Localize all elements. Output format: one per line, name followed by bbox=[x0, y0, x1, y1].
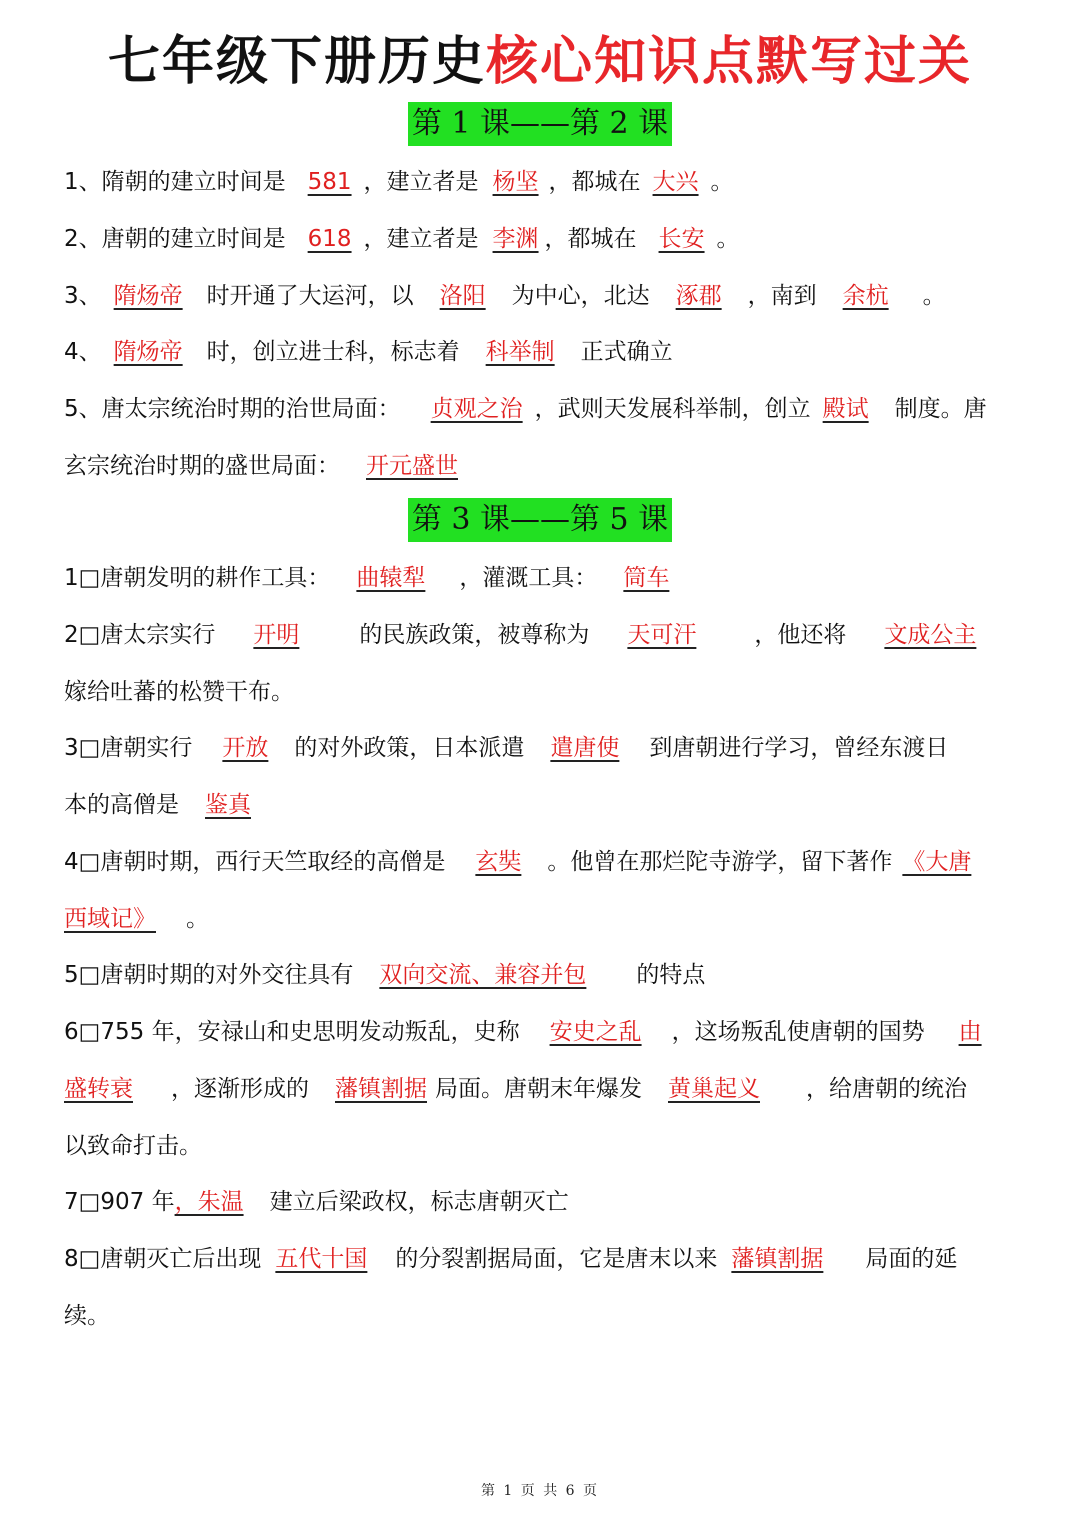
text-segment: ，这场叛乱使唐朝的国势 bbox=[671, 1019, 925, 1045]
answer: 李渊 bbox=[492, 226, 539, 252]
question-2-4-cont bbox=[64, 903, 1024, 935]
text-segment: 6□755 年，安禄山和史思明发动叛乱，史称 bbox=[64, 1019, 520, 1045]
answer: 筒车 bbox=[623, 565, 670, 591]
text-segment: 4□唐朝时期，西行天竺取经的高僧是 bbox=[64, 849, 446, 875]
answer: 杨坚 bbox=[492, 169, 539, 195]
text-segment: 4、 bbox=[64, 339, 102, 365]
answer: 《大唐 bbox=[902, 849, 972, 875]
text-segment: 5□唐朝时期的对外交往具有 bbox=[64, 962, 354, 988]
title-black: 七年级下册历史 bbox=[107, 32, 486, 92]
text-segment: ，南到 bbox=[747, 283, 817, 309]
answer: 殿试 bbox=[822, 396, 869, 422]
answer: 玄奘 bbox=[475, 849, 522, 875]
text-segment: 1□唐朝发明的耕作工具： bbox=[64, 565, 331, 591]
answer: 开元盛世 bbox=[366, 453, 458, 479]
answer: 开放 bbox=[222, 735, 269, 761]
text-segment: 时，创立进士科，标志着 bbox=[206, 339, 460, 365]
text-segment: 8□唐朝灭亡后出现 bbox=[64, 1246, 262, 1272]
section-label: 第 3 课——第 5 课 bbox=[408, 498, 672, 542]
answer: 西域记》 bbox=[64, 906, 156, 932]
answer: 618 bbox=[307, 226, 352, 252]
question-2-2-cont bbox=[64, 676, 1024, 708]
section-header-2 bbox=[0, 498, 1080, 546]
answer: 涿郡 bbox=[675, 283, 722, 309]
question-1-3 bbox=[64, 280, 1024, 312]
answer: ，朱温 bbox=[174, 1189, 244, 1215]
question-1-4 bbox=[64, 336, 1024, 368]
text-segment: 7□907 年 bbox=[64, 1189, 175, 1215]
text-segment: ，建立者是 bbox=[363, 226, 479, 252]
text-segment: 以致命打击。 bbox=[64, 1133, 202, 1159]
answer: 盛转衰 bbox=[64, 1076, 133, 1102]
answer: 开明 bbox=[253, 622, 300, 648]
text-segment: ，都城在 bbox=[544, 226, 637, 252]
text-segment: 。他曾在那烂陀寺游学，留下著作 bbox=[547, 849, 893, 875]
text-segment: 玄宗统治时期的盛世局面： bbox=[64, 453, 340, 479]
answer: 余杭 bbox=[842, 283, 889, 309]
text-segment: 嫁给吐蕃的松赞干布。 bbox=[64, 679, 294, 705]
answer: 贞观之治 bbox=[430, 396, 523, 422]
answer: 双向交流、兼容并包 bbox=[379, 962, 587, 988]
question-2-4 bbox=[64, 846, 1024, 878]
question-2-3-cont bbox=[64, 789, 1024, 821]
text-segment: 2□唐太宗实行 bbox=[64, 622, 216, 648]
text-segment: ，逐渐形成的 bbox=[171, 1076, 309, 1102]
answer: 隋炀帝 bbox=[113, 283, 183, 309]
text-segment: 建立后梁政权，标志唐朝灭亡 bbox=[269, 1189, 569, 1215]
text-segment: ，他还将 bbox=[754, 622, 847, 648]
text-segment: ，武则天发展科举制，创立 bbox=[534, 396, 811, 422]
question-1-1 bbox=[64, 166, 1024, 198]
answer: 长安 bbox=[658, 226, 705, 252]
section-header-1 bbox=[0, 102, 1080, 150]
page-footer: 第 1 页 共 6 页 bbox=[480, 1483, 600, 1499]
text-segment: 本的高僧是 bbox=[64, 792, 179, 818]
text-segment: 1、隋朝的建立时间是 bbox=[64, 169, 286, 195]
answer: 曲辕犁 bbox=[356, 565, 426, 591]
answer: 藩镇割据 bbox=[335, 1076, 427, 1102]
text-segment: 的分裂割据局面，它是唐末以来 bbox=[395, 1246, 718, 1272]
text-segment: 5、唐太宗统治时期的治世局面： bbox=[64, 396, 401, 422]
text-segment: 。 bbox=[716, 226, 740, 252]
question-1-2 bbox=[64, 223, 1024, 255]
question-2-8 bbox=[64, 1243, 1024, 1275]
text-segment: 的民族政策，被尊称为 bbox=[359, 622, 590, 648]
answer: 由 bbox=[958, 1019, 982, 1045]
section-label: 第 1 课——第 2 课 bbox=[408, 102, 672, 146]
question-1-5-cont bbox=[64, 450, 1024, 482]
answer: 581 bbox=[307, 169, 352, 195]
question-1-5 bbox=[64, 393, 1024, 425]
question-2-6 bbox=[64, 1016, 1024, 1048]
text-segment: 的特点 bbox=[636, 962, 706, 988]
title-red: 核心知识点默写过关 bbox=[486, 32, 973, 92]
question-2-7 bbox=[64, 1186, 1024, 1218]
text-segment: 为中心，北达 bbox=[511, 283, 650, 309]
text-segment: 制度。唐 bbox=[894, 396, 987, 422]
text-segment: 。 bbox=[710, 169, 734, 195]
question-2-8-cont bbox=[64, 1300, 1024, 1332]
answer: 安史之乱 bbox=[549, 1019, 642, 1045]
text-segment: 局面的延 bbox=[865, 1246, 958, 1272]
answer: 科举制 bbox=[485, 339, 555, 365]
text-segment: 续。 bbox=[64, 1303, 110, 1329]
text-segment: ，灌溉工具： bbox=[459, 565, 598, 591]
question-2-5 bbox=[64, 959, 1024, 991]
text-segment: 。 bbox=[922, 283, 946, 309]
text-segment: 时开通了大运河，以 bbox=[206, 283, 414, 309]
text-segment: 局面。唐朝末年爆发 bbox=[435, 1076, 642, 1102]
answer: 遣唐使 bbox=[550, 735, 620, 761]
question-2-3 bbox=[64, 732, 1024, 764]
answer: 黄巢起义 bbox=[668, 1076, 760, 1102]
text-segment: ，建立者是 bbox=[363, 169, 479, 195]
text-segment: 正式确立 bbox=[580, 339, 673, 365]
text-segment: ，都城在 bbox=[548, 169, 641, 195]
text-segment: 3□唐朝实行 bbox=[64, 735, 193, 761]
answer: 鉴真 bbox=[205, 792, 251, 818]
answer: 洛阳 bbox=[439, 283, 486, 309]
question-2-1 bbox=[64, 562, 1024, 594]
question-2-6-cont bbox=[64, 1073, 1024, 1105]
page-title bbox=[0, 28, 1080, 96]
text-segment: 到唐朝进行学习，曾经东渡日 bbox=[649, 735, 949, 761]
question-2-2 bbox=[64, 619, 1024, 651]
answer: 文成公主 bbox=[884, 622, 977, 648]
text-segment: 3、 bbox=[64, 283, 102, 309]
answer: 藩镇割据 bbox=[731, 1246, 824, 1272]
text-segment: 的对外政策，日本派遣 bbox=[294, 735, 525, 761]
answer: 大兴 bbox=[652, 169, 699, 195]
text-segment: ，给唐朝的统治 bbox=[806, 1076, 967, 1102]
question-2-6-cont2 bbox=[64, 1130, 1024, 1162]
answer: 天可汗 bbox=[627, 622, 697, 648]
text-segment: 。 bbox=[186, 906, 209, 932]
text-segment: 2、唐朝的建立时间是 bbox=[64, 226, 286, 252]
answer: 五代十国 bbox=[275, 1246, 368, 1272]
answer: 隋炀帝 bbox=[113, 339, 183, 365]
